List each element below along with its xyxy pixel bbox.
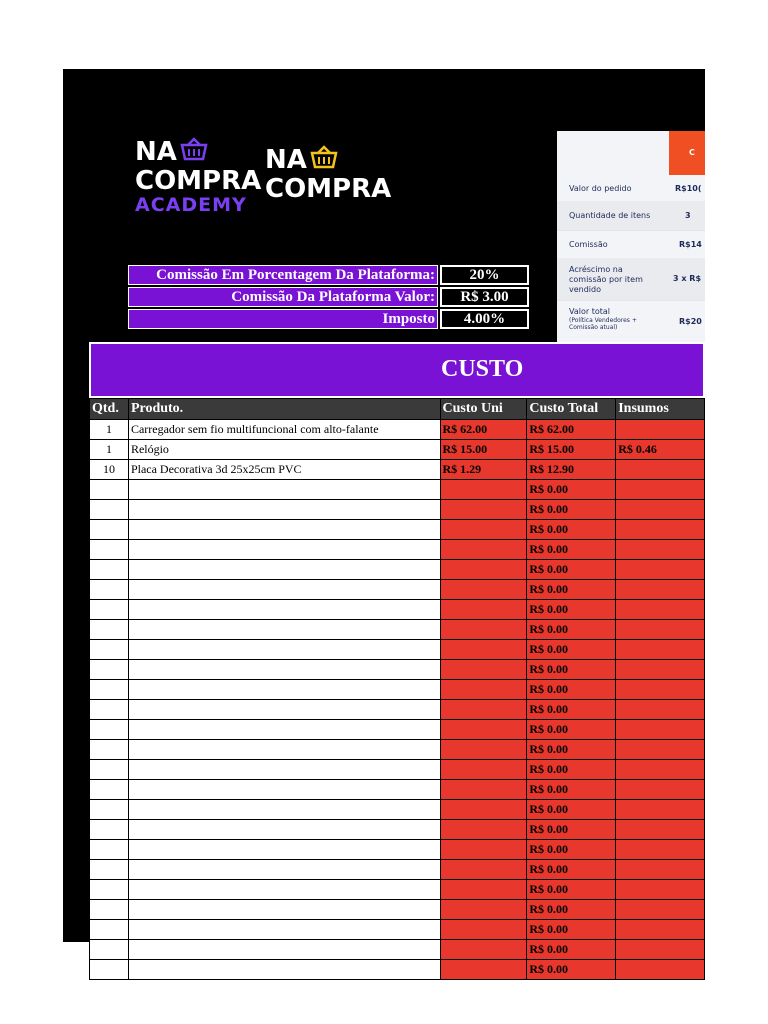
- cell-qtd[interactable]: [90, 560, 129, 580]
- cost-table: [89, 398, 705, 980]
- cell-custo-total[interactable]: R$ 0.00: [527, 560, 616, 580]
- cell-produto[interactable]: [128, 900, 440, 920]
- cell-qtd[interactable]: [90, 900, 129, 920]
- cell-custo-uni[interactable]: [440, 940, 527, 960]
- cell-custo-total[interactable]: R$ 0.00: [527, 940, 616, 960]
- panel-total-note: (Política Vendedores + Comissão atual): [569, 317, 637, 331]
- table-row: [90, 900, 705, 920]
- cell-custo-total[interactable]: R$ 0.00: [527, 660, 616, 680]
- cell-custo-total[interactable]: R$ 0.00: [527, 720, 616, 740]
- cell-insumos[interactable]: [616, 620, 705, 640]
- cell-custo-uni[interactable]: [440, 480, 527, 500]
- cell-custo-uni[interactable]: [440, 520, 527, 540]
- cell-produto[interactable]: [128, 920, 440, 940]
- table-row: [90, 680, 705, 700]
- cell-insumos[interactable]: [616, 820, 705, 840]
- cell-qtd[interactable]: [90, 880, 129, 900]
- cell-produto[interactable]: [128, 760, 440, 780]
- cell-custo-uni[interactable]: [440, 620, 527, 640]
- cell-custo-total[interactable]: R$ 0.00: [527, 740, 616, 760]
- table-row: [90, 740, 705, 760]
- cell-qtd[interactable]: [90, 780, 129, 800]
- cell-insumos[interactable]: [616, 700, 705, 720]
- cell-insumos[interactable]: [616, 740, 705, 760]
- table-body: [90, 420, 705, 980]
- table-row: [90, 500, 705, 520]
- cell-custo-uni[interactable]: [440, 820, 527, 840]
- cell-produto[interactable]: [128, 660, 440, 680]
- panel-row-value: 3: [685, 211, 691, 220]
- panel-row-value: R$20: [679, 317, 702, 326]
- cell-custo-total[interactable]: R$ 0.00: [527, 500, 616, 520]
- table-row: [90, 560, 705, 580]
- cell-produto[interactable]: [128, 800, 440, 820]
- panel-row-label: Quantidade de itens: [569, 211, 651, 220]
- cell-produto[interactable]: [128, 540, 440, 560]
- table-row: [90, 620, 705, 640]
- config-label: Comissão Em Porcentagem Da Plataforma:: [128, 265, 438, 285]
- cell-custo-total[interactable]: R$ 0.00: [527, 620, 616, 640]
- cell-produto[interactable]: [128, 720, 440, 740]
- cell-custo-total[interactable]: R$ 0.00: [527, 580, 616, 600]
- section-title: CUSTO: [441, 356, 524, 382]
- table-row: [90, 440, 705, 460]
- cell-insumos[interactable]: [616, 720, 705, 740]
- cell-qtd[interactable]: 1: [90, 420, 129, 440]
- cell-produto[interactable]: Placa Decorativa 3d 25x25cm PVC: [128, 460, 440, 480]
- cell-custo-uni[interactable]: [440, 540, 527, 560]
- cell-custo-total[interactable]: R$ 0.00: [527, 960, 616, 980]
- table-row: [90, 780, 705, 800]
- config-value[interactable]: R$ 3.00: [440, 287, 529, 307]
- spreadsheet-sheet: [63, 69, 705, 976]
- cell-custo-uni[interactable]: [440, 500, 527, 520]
- cell-qtd[interactable]: [90, 620, 129, 640]
- logo-text-compra: COMPRA: [265, 174, 392, 204]
- table-header-row: [90, 399, 705, 420]
- config-label: Comissão Da Plataforma Valor:: [128, 287, 438, 307]
- cell-qtd[interactable]: [90, 500, 129, 520]
- cell-qtd[interactable]: [90, 840, 129, 860]
- table-row: [90, 460, 705, 480]
- cell-insumos[interactable]: [616, 680, 705, 700]
- cell-custo-total[interactable]: R$ 62.00: [527, 420, 616, 440]
- cell-custo-uni[interactable]: [440, 560, 527, 580]
- panel-row-item-count: [557, 201, 705, 231]
- table-row: [90, 520, 705, 540]
- table-row: [90, 540, 705, 560]
- cell-custo-total[interactable]: R$ 0.00: [527, 540, 616, 560]
- cell-qtd[interactable]: [90, 720, 129, 740]
- cell-qtd[interactable]: [90, 700, 129, 720]
- cell-insumos[interactable]: [616, 880, 705, 900]
- table-row: [90, 960, 705, 980]
- cell-produto[interactable]: [128, 820, 440, 840]
- cell-custo-total[interactable]: R$ 0.00: [527, 760, 616, 780]
- cell-qtd[interactable]: [90, 920, 129, 940]
- cell-produto[interactable]: [128, 560, 440, 580]
- cell-qtd[interactable]: [90, 660, 129, 680]
- cell-custo-uni[interactable]: [440, 900, 527, 920]
- cell-insumos[interactable]: [616, 520, 705, 540]
- cell-qtd[interactable]: [90, 820, 129, 840]
- cell-custo-total[interactable]: R$ 0.00: [527, 820, 616, 840]
- logo-text-na: NA: [135, 136, 177, 167]
- cell-produto[interactable]: [128, 780, 440, 800]
- basket-icon: [309, 145, 339, 174]
- cell-qtd[interactable]: [90, 540, 129, 560]
- cell-qtd[interactable]: [90, 860, 129, 880]
- column-header-qtd: Qtd.: [90, 399, 129, 420]
- table-row: [90, 640, 705, 660]
- cell-produto[interactable]: [128, 880, 440, 900]
- cell-insumos[interactable]: [616, 540, 705, 560]
- table-row: [90, 840, 705, 860]
- table-row: [90, 720, 705, 740]
- cell-custo-uni[interactable]: R$ 1.29: [440, 460, 527, 480]
- config-value[interactable]: 20%: [440, 265, 529, 285]
- cell-custo-total[interactable]: R$ 0.00: [527, 840, 616, 860]
- cell-insumos[interactable]: [616, 640, 705, 660]
- table-row: [90, 820, 705, 840]
- column-header-custo-total: Custo Total: [527, 399, 616, 420]
- cell-qtd[interactable]: [90, 600, 129, 620]
- table-row: [90, 420, 705, 440]
- panel-row-order-value: [557, 175, 705, 202]
- cell-insumos[interactable]: [616, 480, 705, 500]
- cell-custo-uni[interactable]: [440, 760, 527, 780]
- cell-insumos[interactable]: [616, 460, 705, 480]
- cell-custo-uni[interactable]: [440, 800, 527, 820]
- cell-qtd[interactable]: [90, 480, 129, 500]
- cell-custo-uni[interactable]: [440, 600, 527, 620]
- cell-produto[interactable]: [128, 740, 440, 760]
- cell-produto[interactable]: [128, 940, 440, 960]
- cell-custo-uni[interactable]: [440, 860, 527, 880]
- cell-qtd[interactable]: [90, 800, 129, 820]
- cell-insumos[interactable]: [616, 900, 705, 920]
- cell-produto[interactable]: [128, 580, 440, 600]
- cell-qtd[interactable]: 1: [90, 440, 129, 460]
- cell-custo-total[interactable]: R$ 0.00: [527, 780, 616, 800]
- table-row: [90, 920, 705, 940]
- cell-qtd[interactable]: 10: [90, 460, 129, 480]
- panel-row-commission: [557, 230, 705, 259]
- cell-custo-uni[interactable]: [440, 700, 527, 720]
- cell-insumos[interactable]: [616, 780, 705, 800]
- cell-custo-total[interactable]: R$ 0.00: [527, 480, 616, 500]
- cell-produto[interactable]: [128, 680, 440, 700]
- cell-insumos[interactable]: R$ 0.46: [616, 440, 705, 460]
- panel-row-value: R$10(: [675, 184, 702, 193]
- panel-row-label: Valor do pedido: [569, 184, 632, 193]
- cell-produto[interactable]: [128, 600, 440, 620]
- cell-custo-total[interactable]: R$ 12.90: [527, 460, 616, 480]
- cell-custo-total[interactable]: R$ 0.00: [527, 880, 616, 900]
- panel-row-label: Acréscimo na comissão por item vendido: [569, 265, 643, 294]
- cell-produto[interactable]: [128, 480, 440, 500]
- config-row-commission-value: [128, 287, 568, 307]
- cell-qtd[interactable]: [90, 940, 129, 960]
- cell-qtd[interactable]: [90, 760, 129, 780]
- cell-qtd[interactable]: [90, 640, 129, 660]
- cell-custo-uni[interactable]: R$ 15.00: [440, 440, 527, 460]
- cell-produto[interactable]: [128, 960, 440, 980]
- logo-text-academy: ACADEMY: [135, 194, 247, 216]
- table-row: [90, 600, 705, 620]
- cell-insumos[interactable]: [616, 500, 705, 520]
- cell-produto[interactable]: [128, 840, 440, 860]
- cell-custo-total[interactable]: R$ 0.00: [527, 860, 616, 880]
- na-compra-academy-logo: [135, 137, 261, 215]
- table-row: [90, 480, 705, 500]
- cell-insumos[interactable]: [616, 580, 705, 600]
- table-row: [90, 580, 705, 600]
- cell-custo-uni[interactable]: [440, 680, 527, 700]
- cell-insumos[interactable]: [616, 660, 705, 680]
- panel-row-additional-commission: [557, 258, 705, 301]
- logo-text-compra: COMPRA: [135, 166, 262, 196]
- cell-custo-uni[interactable]: [440, 660, 527, 680]
- logo-text-na: NA: [265, 144, 307, 175]
- cell-qtd[interactable]: [90, 960, 129, 980]
- table-row: [90, 700, 705, 720]
- config-row-tax: [128, 309, 568, 329]
- column-header-produto: Produto.: [128, 399, 440, 420]
- cell-custo-total[interactable]: R$ 15.00: [527, 440, 616, 460]
- cell-custo-total[interactable]: R$ 0.00: [527, 700, 616, 720]
- cell-insumos[interactable]: [616, 800, 705, 820]
- cell-qtd[interactable]: [90, 520, 129, 540]
- table-row: [90, 660, 705, 680]
- cell-insumos[interactable]: [616, 760, 705, 780]
- panel-total-label: Valor total: [569, 307, 610, 316]
- panel-row-value: 3 x R$: [673, 274, 702, 283]
- cell-produto[interactable]: [128, 860, 440, 880]
- table-row: [90, 880, 705, 900]
- cell-custo-uni[interactable]: [440, 840, 527, 860]
- table-row: [90, 760, 705, 780]
- table-row: [90, 940, 705, 960]
- cell-insumos[interactable]: [616, 860, 705, 880]
- config-value[interactable]: 4.00%: [440, 309, 529, 329]
- cell-custo-total[interactable]: R$ 0.00: [527, 800, 616, 820]
- cell-produto[interactable]: [128, 500, 440, 520]
- cell-qtd[interactable]: [90, 740, 129, 760]
- cell-custo-uni[interactable]: [440, 580, 527, 600]
- cell-insumos[interactable]: [616, 920, 705, 940]
- cell-qtd[interactable]: [90, 680, 129, 700]
- cell-produto[interactable]: [128, 640, 440, 660]
- panel-row-total: [557, 300, 705, 344]
- table-row: [90, 800, 705, 820]
- panel-row-label: [569, 307, 649, 331]
- cell-custo-uni[interactable]: [440, 640, 527, 660]
- cell-insumos[interactable]: [616, 840, 705, 860]
- cell-produto[interactable]: [128, 700, 440, 720]
- cell-insumos[interactable]: [616, 420, 705, 440]
- panel-tab: C: [669, 131, 705, 175]
- cell-insumos[interactable]: [616, 960, 705, 980]
- basket-icon: [179, 137, 209, 166]
- cell-custo-uni[interactable]: [440, 920, 527, 940]
- na-compra-logo: [265, 145, 391, 202]
- cell-custo-total[interactable]: R$ 0.00: [527, 600, 616, 620]
- cell-produto[interactable]: Carregador sem fio multifuncional com alto-falante: [128, 420, 440, 440]
- column-header-custo-uni: Custo Uni: [440, 399, 527, 420]
- cell-custo-total[interactable]: R$ 0.00: [527, 520, 616, 540]
- column-header-insumos: Insumos: [616, 399, 705, 420]
- config-row-commission-percent: [128, 265, 568, 285]
- cell-custo-uni[interactable]: [440, 740, 527, 760]
- cell-custo-total[interactable]: R$ 0.00: [527, 640, 616, 660]
- cell-insumos[interactable]: [616, 940, 705, 960]
- cell-produto[interactable]: Relógio: [128, 440, 440, 460]
- cell-custo-total[interactable]: R$ 0.00: [527, 920, 616, 940]
- cell-insumos[interactable]: [616, 560, 705, 580]
- cell-custo-uni[interactable]: [440, 720, 527, 740]
- table-row: [90, 860, 705, 880]
- cell-custo-uni[interactable]: [440, 960, 527, 980]
- cell-custo-uni[interactable]: [440, 880, 527, 900]
- config-label: Imposto: [128, 309, 438, 329]
- cell-produto[interactable]: [128, 520, 440, 540]
- cell-custo-uni[interactable]: [440, 780, 527, 800]
- cell-insumos[interactable]: [616, 600, 705, 620]
- cell-custo-uni[interactable]: R$ 62.00: [440, 420, 527, 440]
- custo-section-header: [89, 342, 705, 398]
- commission-info-panel: [557, 131, 705, 343]
- cell-produto[interactable]: [128, 620, 440, 640]
- panel-row-label: Comissão: [569, 240, 608, 249]
- cell-custo-total[interactable]: R$ 0.00: [527, 900, 616, 920]
- cell-qtd[interactable]: [90, 580, 129, 600]
- panel-row-value: R$14: [679, 240, 702, 249]
- cell-custo-total[interactable]: R$ 0.00: [527, 680, 616, 700]
